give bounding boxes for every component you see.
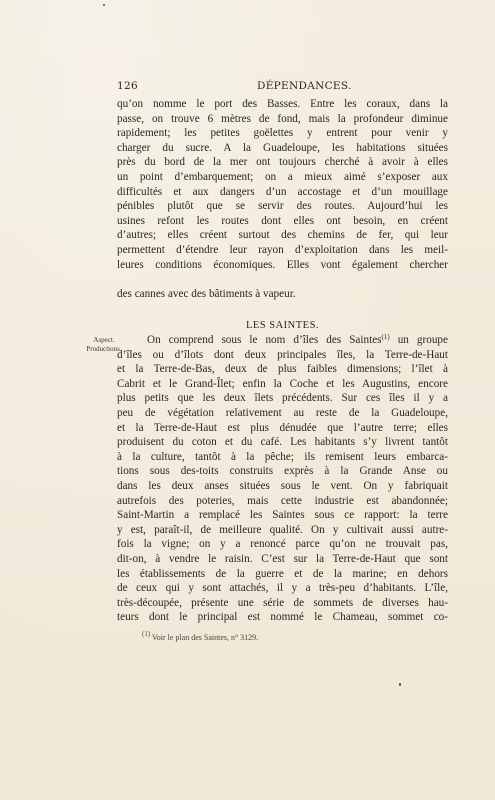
- paper-speck: [399, 683, 401, 686]
- line-text: et la Terre-de-Haut est plus dénudée que l’autre terre; elles: [117, 421, 448, 434]
- line-text: de ceux qui y sont attachés, il y a très-peu d’habitants. L’île,: [117, 582, 448, 595]
- paper-speck: [103, 4, 105, 6]
- text-line: [117, 537, 448, 552]
- footnote: [142, 630, 259, 642]
- line-text: rapidement; les petites goëlettes y entrent pour venir y: [117, 127, 448, 140]
- line-text: un groupe: [389, 334, 448, 346]
- line-text: tions sous des-toits construits exprès à la Grande Anse ou: [117, 465, 448, 478]
- line-text: très-découpée, présente une série de sommets de diverses hau-: [117, 596, 448, 609]
- line-text: peu de végétation relativement au reste de la Guadeloupe,: [117, 406, 448, 419]
- line-text: et la Terre-de-Bas, deux de plus faibles dimensions; l’îlet à: [117, 363, 448, 376]
- text-line: [117, 112, 448, 127]
- line-text: charger du sucre. A la Guadeloupe, les habitations situées: [117, 141, 448, 154]
- footnote-text: Voir le plan des Saintes, n° 3129.: [150, 633, 259, 642]
- text-line: [117, 421, 448, 436]
- line-text: un point d’embarquement; on a mieux aimé s’exposer aux: [117, 170, 448, 183]
- line-text: On comprend sous le nom d’îles des Saintes: [147, 334, 382, 346]
- text-line: [117, 523, 448, 538]
- line-text: les établissements de la guerre et de la marine; en dehors: [117, 567, 448, 580]
- line-text: usines refont les routes dont elles ont besoin, en créent: [117, 214, 448, 227]
- line-text: difficultés et aux dangers d’un accostage et d’un mouillage: [117, 185, 448, 198]
- section-heading: LES SAINTES.: [245, 320, 320, 331]
- text-line: [117, 170, 448, 185]
- text-line: [117, 377, 448, 392]
- line-text: d’autres; elles créent surtout des chemins de fer, qui leur: [117, 229, 448, 242]
- text-line: [117, 435, 448, 450]
- line-text: teurs dont le principal est nommé le Chameau, sommet co-: [117, 611, 448, 624]
- text-line: [117, 479, 448, 494]
- text-line: [117, 508, 448, 523]
- text-line: [117, 333, 448, 348]
- text-line: [117, 141, 448, 156]
- text-line: [117, 258, 448, 273]
- line-text: leures conditions économiques. Elles vont également chercher: [117, 258, 448, 271]
- line-text: passe, on trouve 6 mètres de fond, mais la profondeur diminue: [117, 112, 448, 125]
- line-text: d’îles ou d’îlots dont deux principales îles, la Terre-de-Haut: [117, 348, 448, 361]
- text-line: [117, 464, 448, 479]
- line-text: près du bord de la mer ont toujours cherché à avoir à elles: [117, 156, 448, 169]
- paragraph-continuation: [117, 97, 448, 272]
- line-text: dans les deux anses situées sous le vent. On y fabriquait: [117, 479, 448, 492]
- line-text: dit-on, à vendre le raisin. C’est sur la Terre-de-Haut que sont: [117, 552, 448, 565]
- text-line: [117, 362, 448, 377]
- text-line: [117, 214, 448, 229]
- text-line: [117, 243, 448, 258]
- text-line: [117, 126, 448, 141]
- line-text: Cabrit et le Grand-Îlet; enfin la Coche et les Augustins, encore: [117, 377, 448, 390]
- line-text: pénibles plutôt que se servir des routes. Aujourd’hui les: [117, 200, 448, 213]
- running-title: DÉPENDANCES.: [257, 80, 352, 92]
- footnote-marker: (1): [142, 630, 151, 638]
- running-head: [117, 80, 447, 94]
- line-text: plus petits que les deux îlets précédents. Sur ces îles il y a: [117, 392, 448, 405]
- text-line: [117, 228, 448, 243]
- text-line: [117, 581, 448, 596]
- text-line: [117, 567, 448, 582]
- line-text: Saint-Martin a remplacé les Saintes sous ce rapport: la terre: [117, 509, 448, 522]
- line-text: autrefois des poteries, mais cette industrie est abandonnée;: [117, 494, 448, 507]
- footnote-reference: (1): [381, 333, 390, 341]
- text-line: [117, 185, 448, 200]
- paragraph-saintes: [117, 333, 448, 625]
- text-line: [117, 391, 448, 406]
- margin-note-aspect: Aspect.: [93, 336, 115, 344]
- line-text: à la culture, tantôt à la pêche; ils remisent leurs embarca-: [117, 450, 448, 463]
- text-line: [117, 610, 448, 625]
- line-text: y est, paraît-il, de meilleure qualité. On y cultivait aussi autre-: [117, 523, 448, 536]
- margin-note-productions: Productions.: [86, 345, 122, 353]
- text-line: [117, 596, 448, 611]
- page-number: 126: [117, 80, 138, 92]
- text-line: [117, 450, 448, 465]
- text-line: [117, 406, 448, 421]
- line-text: permettent d’étendre leur rayon d’exploitation dans les meil-: [117, 243, 448, 256]
- line-text: qu’on nomme le port des Basses. Entre les coraux, dans la: [117, 98, 448, 110]
- text-line: [117, 155, 448, 170]
- text-line: [117, 199, 448, 214]
- text-line: [117, 552, 448, 567]
- line-text: produisent du coton et du café. Les habitants s’y livrent tantôt: [117, 436, 448, 449]
- text-line: [117, 494, 448, 509]
- paragraph-last-line: des cannes avec des bâtiments à vapeur.: [117, 288, 296, 300]
- text-line: [117, 348, 448, 363]
- line-text: fois la vigne; on y a renoncé parce qu’on ne trouvait pas,: [117, 538, 448, 551]
- text-line: [117, 97, 448, 112]
